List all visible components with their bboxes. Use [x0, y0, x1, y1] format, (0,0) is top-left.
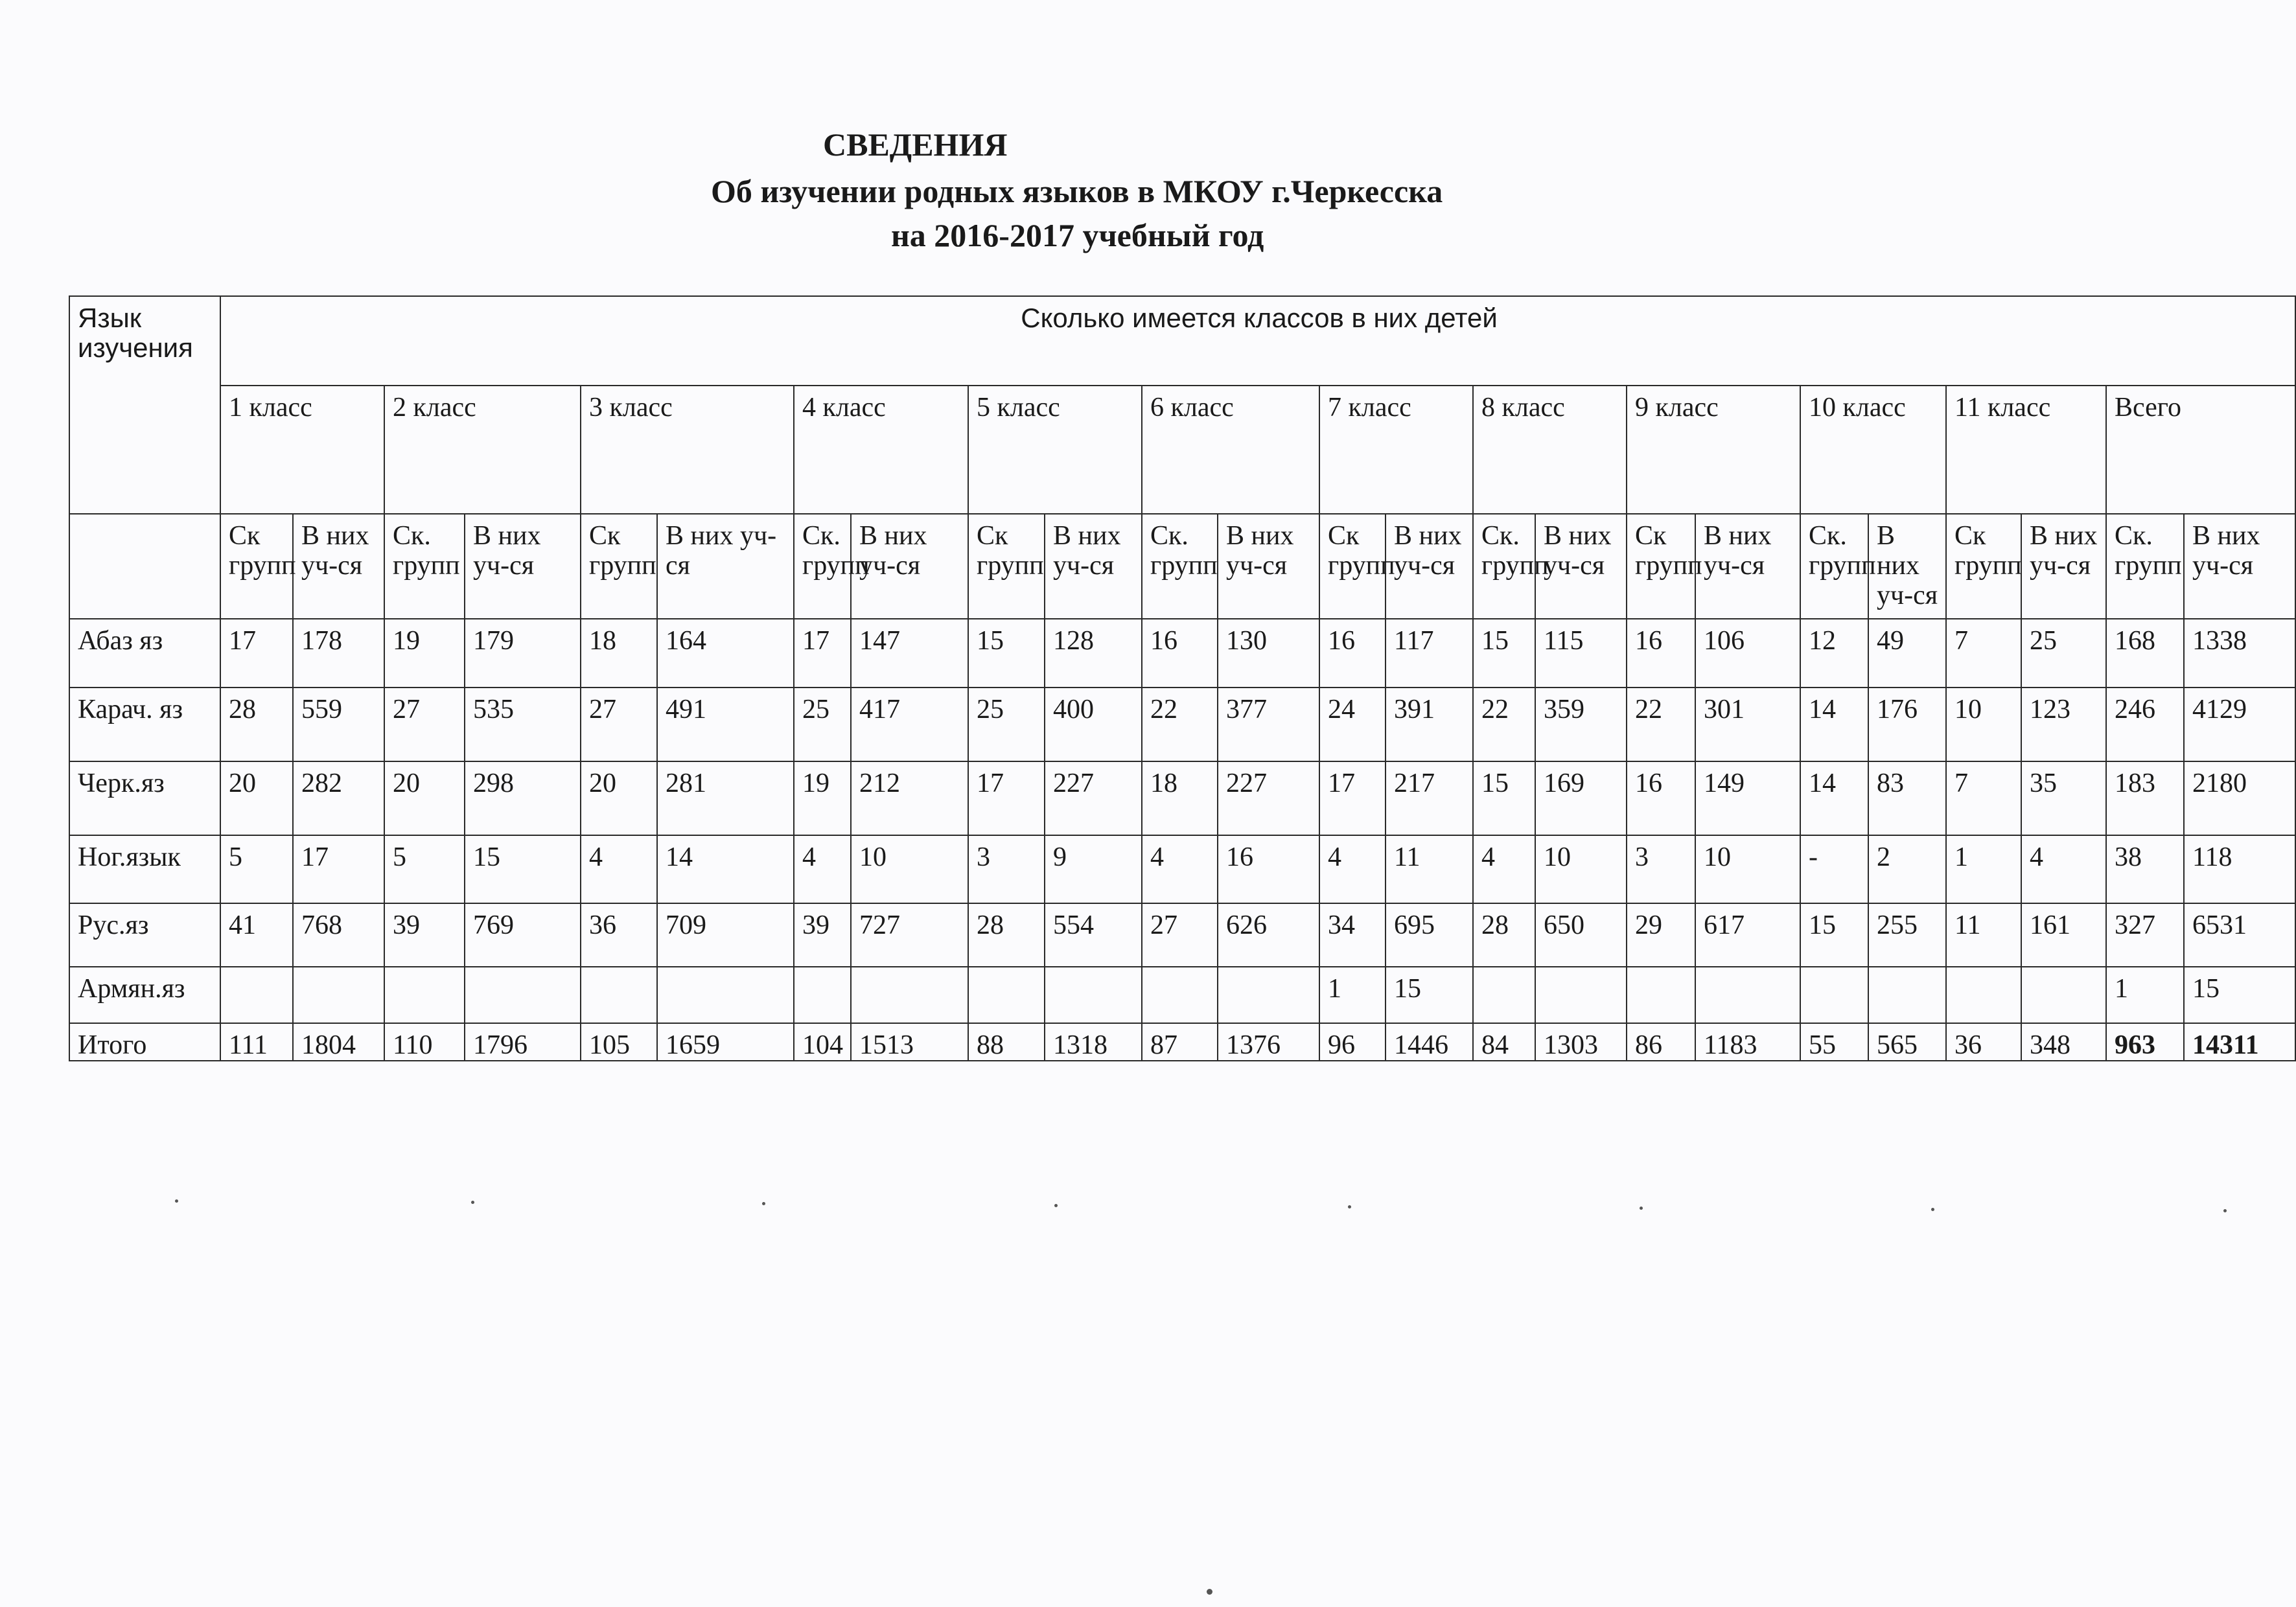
groups-count-cell: 39 [794, 903, 851, 967]
groups-count-cell [1473, 967, 1535, 1023]
table-row [69, 619, 2295, 688]
groups-count-header: Ск групп [1946, 514, 2021, 619]
groups-count-cell: 38 [2106, 835, 2184, 903]
class-header: 11 класс [1946, 386, 2106, 514]
students-count-header: В них уч-ся [465, 514, 581, 619]
students-count-cell: 769 [465, 903, 581, 967]
groups-count-cell: 34 [1319, 903, 1386, 967]
groups-count-cell: 19 [384, 619, 465, 688]
students-count-cell: 400 [1045, 688, 1142, 761]
groups-count-cell: 84 [1473, 1023, 1535, 1061]
groups-count-cell: 5 [384, 835, 465, 903]
students-count-cell: 6531 [2184, 903, 2295, 967]
groups-count-cell: 4 [1142, 835, 1218, 903]
groups-count-header: Ск. групп [1800, 514, 1868, 619]
students-count-cell [1695, 967, 1800, 1023]
students-count-cell: 565 [1868, 1023, 1946, 1061]
groups-count-cell: 7 [1946, 761, 2021, 835]
groups-count-cell: 963 [2106, 1023, 2184, 1061]
language-name: Ног.язык [69, 835, 220, 903]
students-count-cell: 10 [851, 835, 968, 903]
groups-count-cell [1946, 967, 2021, 1023]
students-count-cell: 1659 [657, 1023, 794, 1061]
groups-count-cell: 14 [1800, 761, 1868, 835]
students-count-cell: 15 [2184, 967, 2295, 1023]
groups-count-header: Ск. групп [1142, 514, 1218, 619]
students-count-cell: 106 [1695, 619, 1800, 688]
groups-count-cell: 168 [2106, 619, 2184, 688]
language-name: Итого [69, 1023, 220, 1061]
students-count-cell: 178 [293, 619, 384, 688]
students-count-cell: 16 [1218, 835, 1319, 903]
groups-count-cell: 36 [1946, 1023, 2021, 1061]
groups-count-cell: 18 [1142, 761, 1218, 835]
students-count-cell: 255 [1868, 903, 1946, 967]
class-header: 1 класс [220, 386, 384, 514]
groups-count-header: Ск. групп [1473, 514, 1535, 619]
class-header: 2 класс [384, 386, 581, 514]
groups-count-header: Ск. групп [384, 514, 465, 619]
language-name: Армян.яз [69, 967, 220, 1023]
students-count-cell: 14311 [2184, 1023, 2295, 1061]
groups-count-cell: 16 [1319, 619, 1386, 688]
groups-count-cell: 105 [581, 1023, 657, 1061]
groups-count-cell: 10 [1946, 688, 2021, 761]
table-row [69, 835, 2295, 903]
students-count-header: В них уч-ся [1045, 514, 1142, 619]
groups-count-cell: 15 [1473, 761, 1535, 835]
students-count-cell: 377 [1218, 688, 1319, 761]
groups-count-cell: 1 [1946, 835, 2021, 903]
students-count-cell [1045, 967, 1142, 1023]
groups-count-cell: 19 [794, 761, 851, 835]
students-count-cell: 123 [2021, 688, 2106, 761]
students-count-cell: 391 [1386, 688, 1473, 761]
students-count-cell: 1513 [851, 1023, 968, 1061]
groups-count-cell: 16 [1627, 619, 1695, 688]
groups-count-cell: 27 [384, 688, 465, 761]
students-count-cell: 217 [1386, 761, 1473, 835]
students-count-cell: 115 [1535, 619, 1627, 688]
groups-count-cell: 183 [2106, 761, 2184, 835]
groups-count-cell: 110 [384, 1023, 465, 1061]
students-count-cell: 118 [2184, 835, 2295, 903]
students-count-cell: 17 [293, 835, 384, 903]
groups-count-cell: 36 [581, 903, 657, 967]
students-count-cell: 626 [1218, 903, 1319, 967]
students-count-cell: 2180 [2184, 761, 2295, 835]
students-count-cell: 11 [1386, 835, 1473, 903]
students-count-cell: 491 [657, 688, 794, 761]
groups-count-cell: 28 [968, 903, 1045, 967]
students-count-header: В них уч-ся [1868, 514, 1946, 619]
class-header: Всего [2106, 386, 2295, 514]
groups-count-cell: 28 [1473, 903, 1535, 967]
groups-count-cell: 86 [1627, 1023, 1695, 1061]
students-count-cell: 282 [293, 761, 384, 835]
groups-count-cell: 88 [968, 1023, 1045, 1061]
students-count-cell: 650 [1535, 903, 1627, 967]
groups-count-cell: 246 [2106, 688, 2184, 761]
groups-count-cell [384, 967, 465, 1023]
groups-count-cell: 104 [794, 1023, 851, 1061]
groups-count-cell [968, 967, 1045, 1023]
groups-count-cell: 4 [794, 835, 851, 903]
groups-count-cell: 20 [384, 761, 465, 835]
students-count-cell: 1796 [465, 1023, 581, 1061]
students-count-cell [1868, 967, 1946, 1023]
groups-count-cell: 18 [581, 619, 657, 688]
groups-count-cell [1800, 967, 1868, 1023]
groups-count-cell: 24 [1319, 688, 1386, 761]
groups-count-cell: 28 [220, 688, 293, 761]
groups-count-cell: - [1800, 835, 1868, 903]
students-count-cell: 1804 [293, 1023, 384, 1061]
students-count-cell: 128 [1045, 619, 1142, 688]
groups-count-cell: 87 [1142, 1023, 1218, 1061]
groups-count-cell: 27 [1142, 903, 1218, 967]
groups-count-header: Ск групп [1627, 514, 1695, 619]
class-header: 7 класс [1319, 386, 1473, 514]
students-count-cell: 149 [1695, 761, 1800, 835]
students-count-cell [465, 967, 581, 1023]
students-count-cell: 1376 [1218, 1023, 1319, 1061]
empty-corner-cell [69, 514, 220, 619]
students-count-cell: 25 [2021, 619, 2106, 688]
table-row [69, 761, 2295, 835]
groups-count-cell: 4 [581, 835, 657, 903]
languages-table [69, 295, 2296, 1061]
students-count-cell [851, 967, 968, 1023]
groups-count-cell: 1 [1319, 967, 1386, 1023]
students-count-header: В них уч-ся [293, 514, 384, 619]
class-header: 4 класс [794, 386, 968, 514]
students-count-header: В них уч-ся [1535, 514, 1627, 619]
students-count-cell [1218, 967, 1319, 1023]
language-name: Черк.яз [69, 761, 220, 835]
groups-count-cell: 3 [968, 835, 1045, 903]
class-header: 10 класс [1800, 386, 1946, 514]
students-count-cell: 559 [293, 688, 384, 761]
students-count-cell: 227 [1045, 761, 1142, 835]
students-count-cell: 117 [1386, 619, 1473, 688]
groups-count-cell [1627, 967, 1695, 1023]
groups-count-cell: 4 [1473, 835, 1535, 903]
language-name: Абаз яз [69, 619, 220, 688]
groups-count-cell: 96 [1319, 1023, 1386, 1061]
groups-count-cell: 17 [1319, 761, 1386, 835]
doc-subtitle: Об изучении родных языков в МКОУ г.Черкесска [711, 173, 1443, 209]
students-count-cell: 35 [2021, 761, 2106, 835]
students-count-header: В них уч-ся [2184, 514, 2295, 619]
groups-count-cell: 15 [968, 619, 1045, 688]
students-count-cell: 15 [1386, 967, 1473, 1023]
groups-count-cell: 4 [1319, 835, 1386, 903]
table-row [69, 967, 2295, 1023]
groups-count-cell: 25 [968, 688, 1045, 761]
students-count-cell: 212 [851, 761, 968, 835]
language-name: Рус.яз [69, 903, 220, 967]
table-row [69, 688, 2295, 761]
class-header: 9 класс [1627, 386, 1800, 514]
groups-count-header: Ск. групп [794, 514, 851, 619]
students-count-cell: 179 [465, 619, 581, 688]
groups-count-cell: 20 [220, 761, 293, 835]
students-count-cell: 417 [851, 688, 968, 761]
students-count-cell [293, 967, 384, 1023]
groups-count-cell: 17 [794, 619, 851, 688]
groups-count-cell: 17 [968, 761, 1045, 835]
students-count-cell: 2 [1868, 835, 1946, 903]
students-count-cell: 535 [465, 688, 581, 761]
students-count-header: В них уч-ся [1218, 514, 1319, 619]
groups-count-cell: 22 [1142, 688, 1218, 761]
groups-count-cell: 3 [1627, 835, 1695, 903]
students-count-cell: 10 [1695, 835, 1800, 903]
class-header: 3 класс [581, 386, 794, 514]
groups-count-cell: 17 [220, 619, 293, 688]
groups-count-header: Ск групп [968, 514, 1045, 619]
class-header: 8 класс [1473, 386, 1627, 514]
students-count-cell: 1446 [1386, 1023, 1473, 1061]
students-count-cell: 359 [1535, 688, 1627, 761]
students-count-cell [2021, 967, 2106, 1023]
students-count-cell: 1183 [1695, 1023, 1800, 1061]
groups-count-cell: 1 [2106, 967, 2184, 1023]
students-count-cell: 768 [293, 903, 384, 967]
students-count-header: В них уч-ся [657, 514, 794, 619]
doc-title: СВЕДЕНИЯ [823, 126, 1008, 163]
students-count-cell: 554 [1045, 903, 1142, 967]
sub-header-row [69, 514, 2295, 619]
students-count-cell [1535, 967, 1627, 1023]
class-header: 6 класс [1142, 386, 1319, 514]
groups-count-cell: 55 [1800, 1023, 1868, 1061]
students-count-cell: 709 [657, 903, 794, 967]
groups-count-cell: 39 [384, 903, 465, 967]
students-count-header: В них уч-ся [2021, 514, 2106, 619]
students-count-cell: 301 [1695, 688, 1800, 761]
students-count-header: В них уч-ся [1695, 514, 1800, 619]
groups-count-header: Ск групп [581, 514, 657, 619]
students-count-cell: 15 [465, 835, 581, 903]
students-count-header: В них уч-ся [851, 514, 968, 619]
groups-count-cell: 22 [1627, 688, 1695, 761]
groups-count-header: Ск. групп [2106, 514, 2184, 619]
groups-count-cell: 11 [1946, 903, 2021, 967]
groups-count-cell [1142, 967, 1218, 1023]
students-count-cell: 169 [1535, 761, 1627, 835]
students-count-cell: 161 [2021, 903, 2106, 967]
students-count-cell: 281 [657, 761, 794, 835]
students-count-cell: 227 [1218, 761, 1319, 835]
class-header-row [69, 386, 2295, 514]
groups-count-cell: 5 [220, 835, 293, 903]
students-count-cell: 10 [1535, 835, 1627, 903]
students-count-cell: 727 [851, 903, 968, 967]
groups-count-cell: 14 [1800, 688, 1868, 761]
groups-count-cell: 327 [2106, 903, 2184, 967]
students-count-cell: 130 [1218, 619, 1319, 688]
students-count-cell: 9 [1045, 835, 1142, 903]
students-count-cell: 617 [1695, 903, 1800, 967]
groups-count-cell: 16 [1142, 619, 1218, 688]
students-count-cell: 176 [1868, 688, 1946, 761]
students-count-cell: 147 [851, 619, 968, 688]
students-count-cell: 14 [657, 835, 794, 903]
students-count-cell: 348 [2021, 1023, 2106, 1061]
caption-row [69, 296, 2295, 386]
groups-count-cell [581, 967, 657, 1023]
students-count-cell: 4 [2021, 835, 2106, 903]
groups-count-cell [220, 967, 293, 1023]
students-count-cell: 4129 [2184, 688, 2295, 761]
groups-count-cell [794, 967, 851, 1023]
class-header: 5 класс [968, 386, 1142, 514]
groups-count-cell: 15 [1800, 903, 1868, 967]
language-name: Карач. яз [69, 688, 220, 761]
groups-count-cell: 22 [1473, 688, 1535, 761]
groups-count-cell: 16 [1627, 761, 1695, 835]
students-count-cell [657, 967, 794, 1023]
groups-count-cell: 41 [220, 903, 293, 967]
groups-count-header: Ск групп [220, 514, 293, 619]
groups-count-cell: 20 [581, 761, 657, 835]
table-row [69, 1023, 2295, 1061]
groups-count-cell: 15 [1473, 619, 1535, 688]
students-count-cell: 298 [465, 761, 581, 835]
groups-count-header: Ск групп [1319, 514, 1386, 619]
students-count-cell: 83 [1868, 761, 1946, 835]
groups-count-cell: 25 [794, 688, 851, 761]
groups-count-cell: 29 [1627, 903, 1695, 967]
students-count-cell: 164 [657, 619, 794, 688]
groups-count-cell: 7 [1946, 619, 2021, 688]
students-count-cell: 1338 [2184, 619, 2295, 688]
students-count-cell: 1303 [1535, 1023, 1627, 1061]
students-count-cell: 695 [1386, 903, 1473, 967]
table-caption: Сколько имеется классов в них детей [220, 296, 2295, 386]
groups-count-cell: 111 [220, 1023, 293, 1061]
table-row [69, 903, 2295, 967]
language-column-header: Язык изучения [69, 296, 220, 514]
doc-academic-year: на 2016-2017 учебный год [891, 217, 1264, 253]
students-count-cell: 49 [1868, 619, 1946, 688]
groups-count-cell: 27 [581, 688, 657, 761]
students-count-cell: 1318 [1045, 1023, 1142, 1061]
students-count-header: В них уч-ся [1386, 514, 1473, 619]
groups-count-cell: 12 [1800, 619, 1868, 688]
